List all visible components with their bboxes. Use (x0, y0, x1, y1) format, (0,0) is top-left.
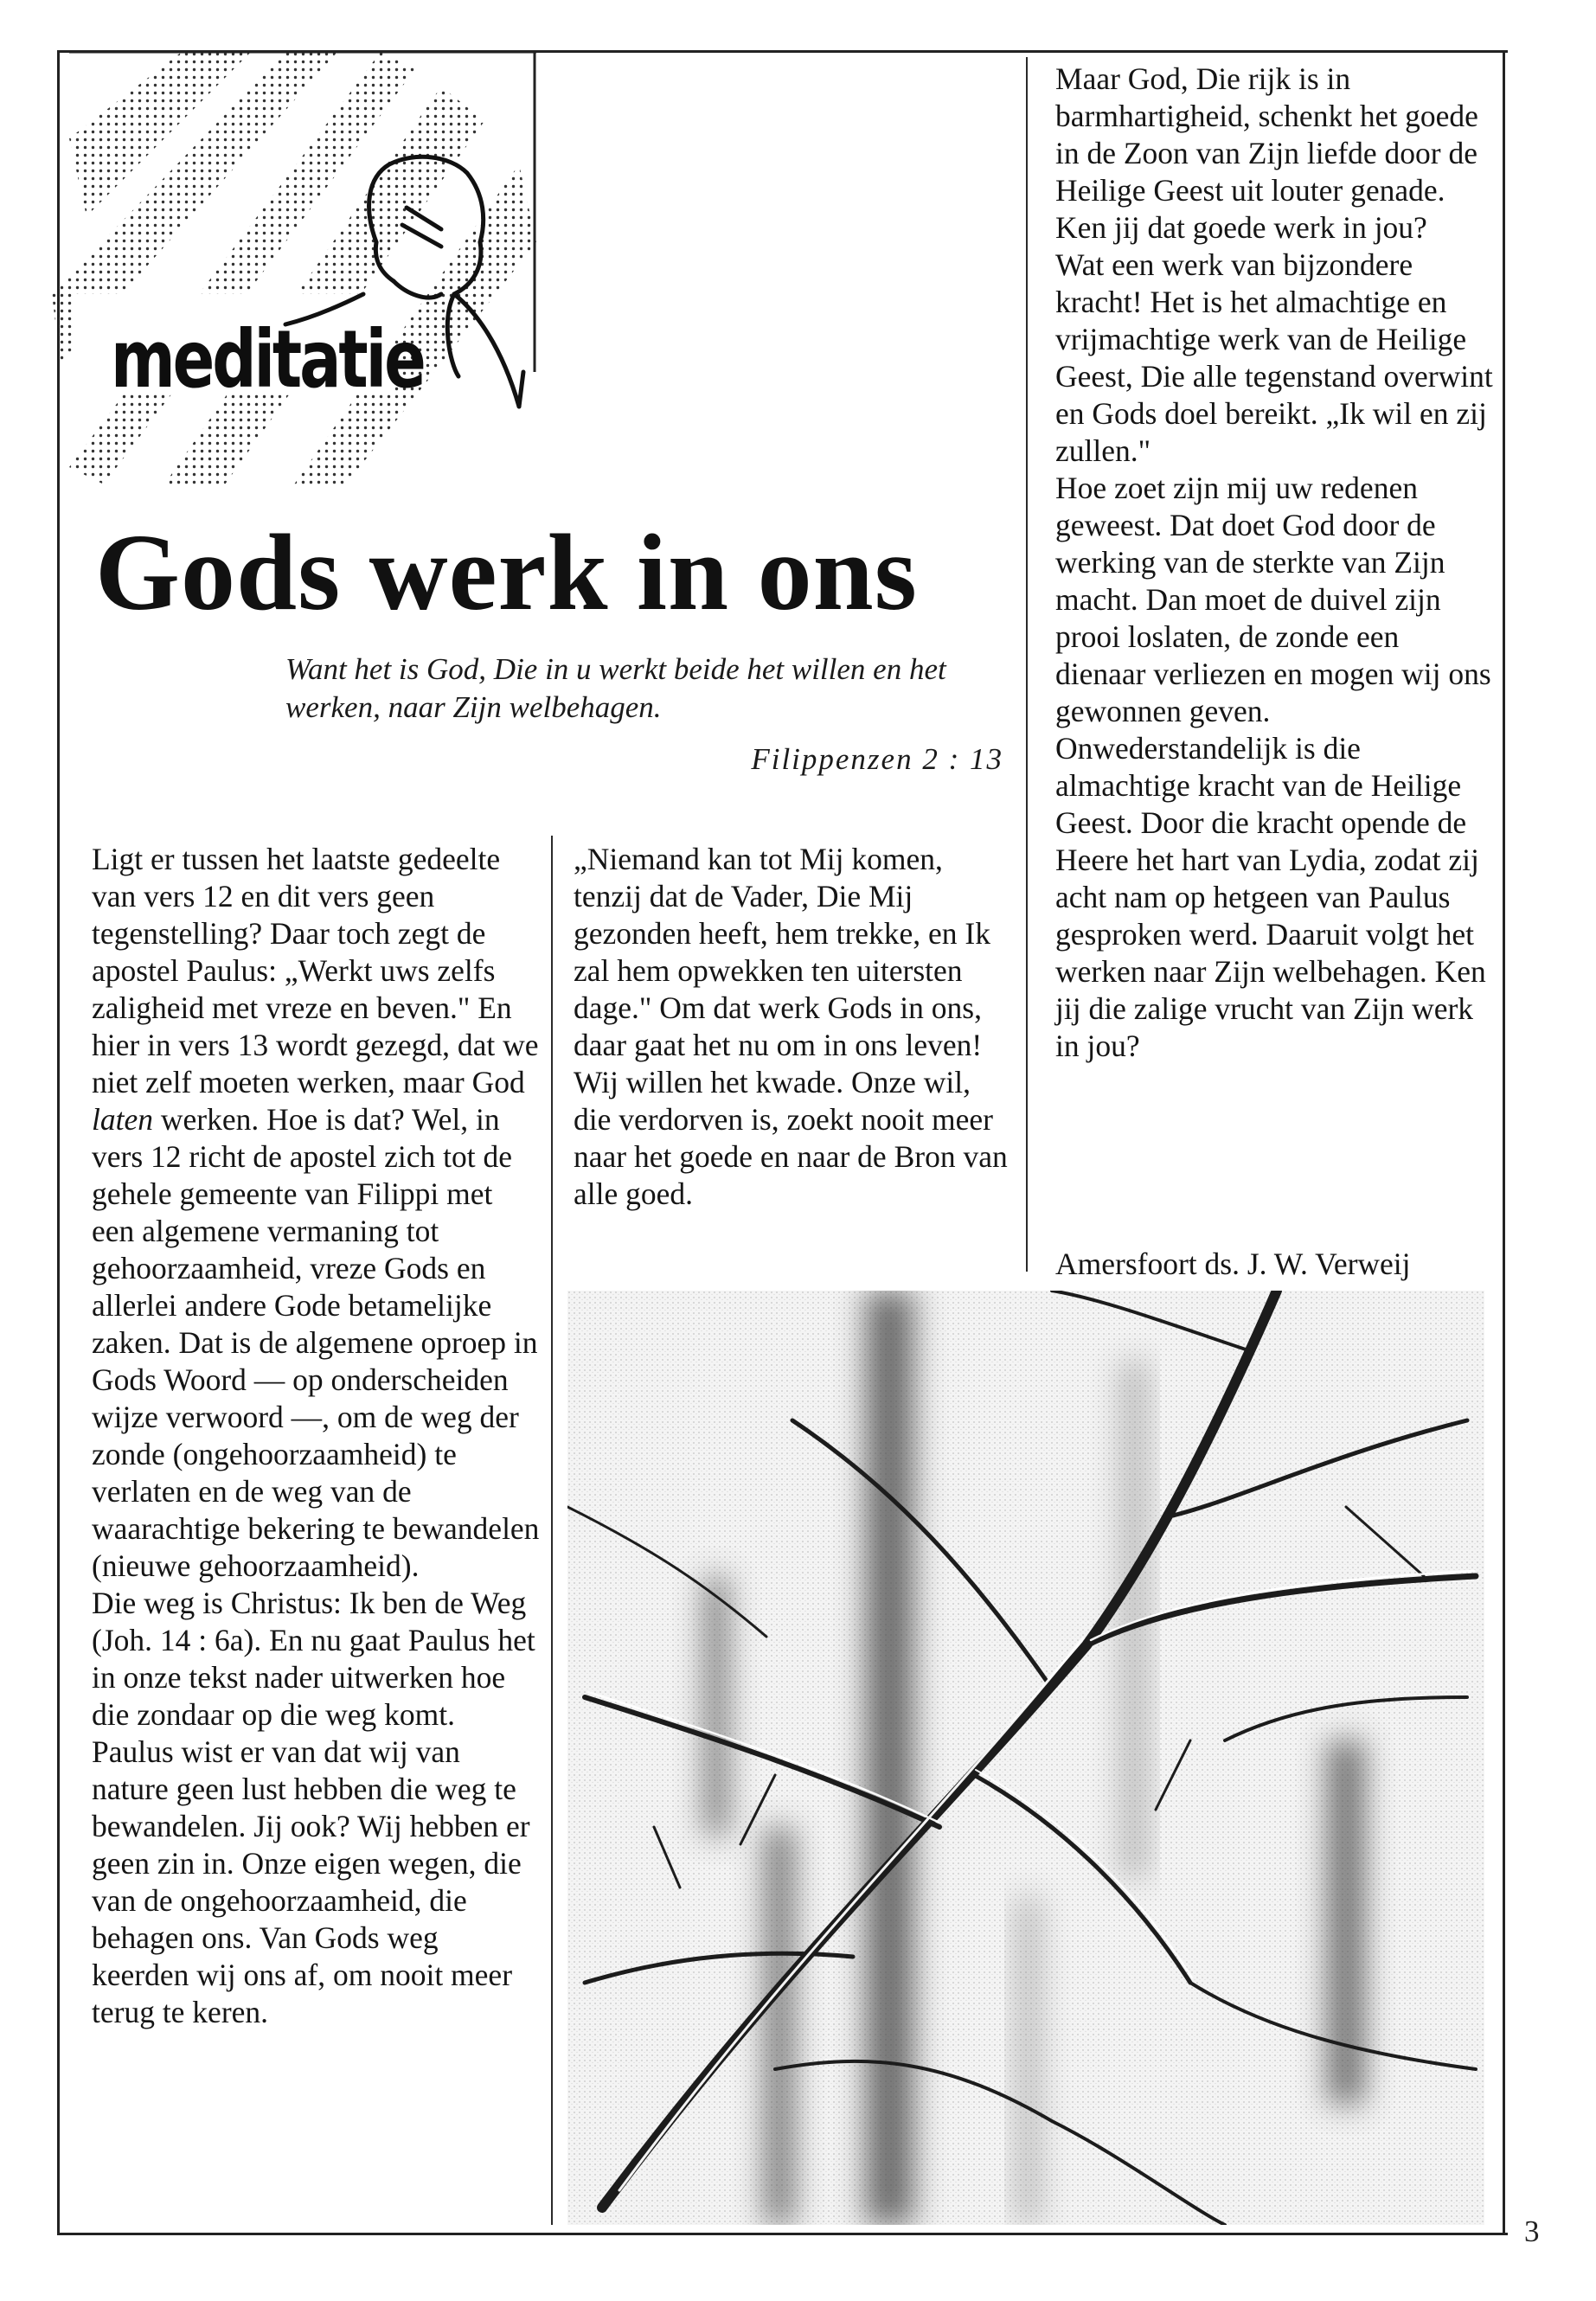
column-3-paragraph-2: Wat een werk van bijzondere kracht! Het is het almachtige en vrijmachtige werk van de Heilige Geest, Die alle tegenstand overwint en Gods doel bereikt. „Ik wil en zij zullen." (1055, 247, 1493, 468)
column-3 (1055, 61, 1497, 1065)
column-3-paragraph-1: Maar God, Die rijk is in barmhartigheid, schenkt het goede in de Zoon van Zijn liefde door de Heilige Geest uit louter genade. Ken jij dat goede werk in jou? (1055, 61, 1478, 245)
snowy-branches-image (567, 1291, 1484, 2225)
column-1-emphasis: laten (92, 1102, 153, 1137)
section-label: meditatie (111, 313, 424, 406)
meditatie-logo (35, 35, 588, 519)
column-1-paragraph-1 (92, 841, 542, 1585)
page-frame-right-edge (1503, 50, 1505, 2235)
column-2 (574, 841, 1015, 1213)
column-2-paragraph-1: „Niemand kan tot Mij komen, tenzij dat de Vader, Die Mij gezonden heeft, hem trekke, en Ik zal hem opwekken ten uitersten dage." Om dat werk Gods in ons, daar gaat het nu om in ons leven! (574, 842, 990, 1062)
meditatie-illustration (35, 35, 588, 519)
epigraph-text: Want het is God, Die in u werkt beide het willen en het werken, naar Zijn welbehagen. (285, 652, 946, 724)
column-1 (92, 841, 542, 2031)
snowy-branches-photo (567, 1291, 1484, 2225)
column-2-paragraph-2: Wij willen het kwade. Onze wil, die verdorven is, zoekt nooit meer naar het goede en naar de Bron van alle goed. (574, 1065, 1008, 1211)
column-1-text-b: werken. Hoe is dat? Wel, in vers 12 richt de apostel zich tot de gehele gemeente van Filippi met een algemene vermaning tot gehoorzaamheid, vreze Gods en allerlei andere Gode betamelijke zaken. Dat is de algemene oproep in Gods Woord — op onderscheiden wijze verwoord —, om de weg der zonde (ongehoorzaamheid) te verlaten en de weg van de waarachtige bekering te bewandelen (nieuwe gehoorzaamheid). (92, 1102, 540, 1583)
column-3-paragraph-4: Onwederstandelijk is die almachtige kracht van de Heilige Geest. Door die kracht opende de Heere het hart van Lydia, zodat zij acht nam op hetgeen van Paulus gesproken werd. Daaruit volgt het werken naar Zijn welbehagen. Ken jij die zalige vrucht van Zijn werk in jou? (1055, 731, 1486, 1063)
page-number: 3 (1524, 2214, 1540, 2248)
page-title: Gods werk in ons (95, 513, 918, 633)
column-1-text-a: Ligt er tussen het laatste gedeelte van vers 12 en dit vers geen tegenstelling? Daar toch zegt de apostel Paulus: „Werkt uws zelfs zaligheid met vreze en beven." En hier in vers 13 wordt gezegd, dat we niet zelf moeten werken, maar God (92, 842, 539, 1099)
dot-screen (35, 35, 588, 519)
author-signature: Amersfoort ds. J. W. Verweij (1055, 1247, 1411, 1281)
column-divider-1 (551, 836, 553, 2225)
column-3-paragraph-3: Hoe zoet zijn mij uw redenen geweest. Dat doet God door de werking van de sterkte van Zijn macht. Dan moet de duivel zijn prooi loslaten, de zonde een dienaar verliezen en mogen wij ons gewonnen geven. (1055, 471, 1491, 728)
column-divider-2 (1026, 57, 1028, 1272)
column-1-paragraph-2: Die weg is Christus: Ik ben de Weg (Joh. 14 : 6a). En nu gaat Paulus het in onze tekst nader uitwerken hoe die zondaar op die weg komt. Paulus wist er van dat wij van nature geen lust hebben die weg te bewandelen. Jij ook? Wij hebben er geen zin in. Onze eigen wegen, die van de ongehoorzaamheid, die behagen ons. Van Gods weg keerden wij ons af, om nooit meer terug te keren. (92, 1586, 535, 2029)
epigraph-reference: Filippenzen 2 : 13 (751, 742, 1003, 776)
